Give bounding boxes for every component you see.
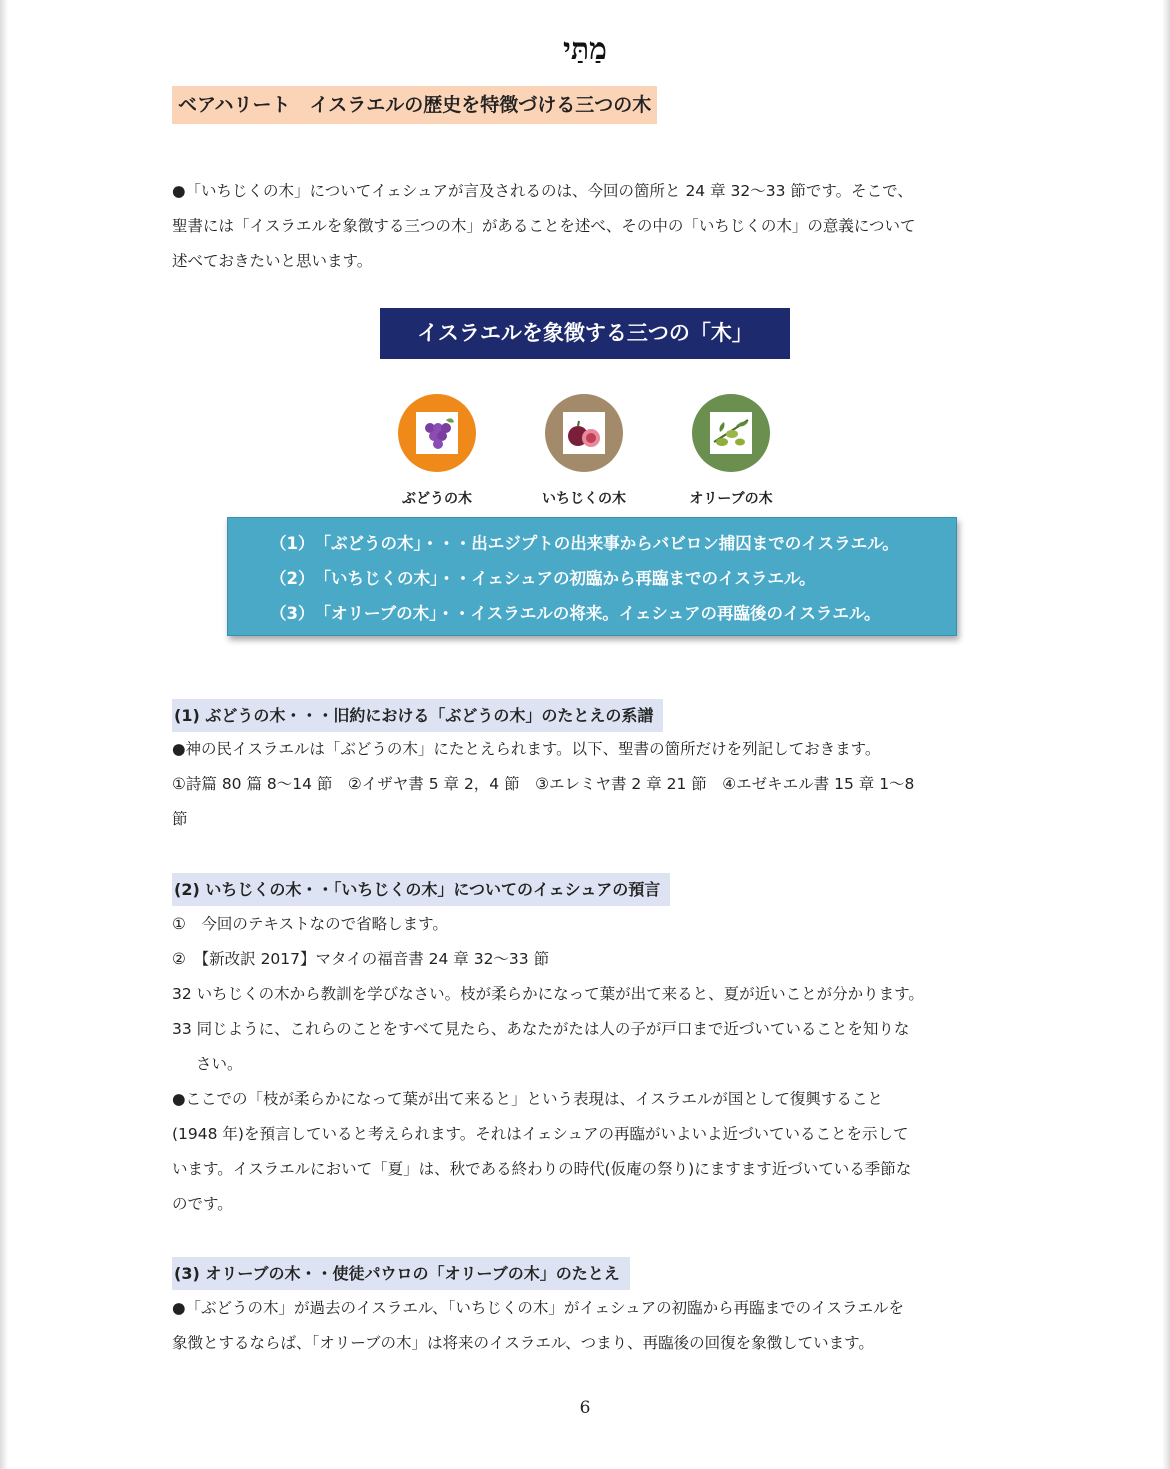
tree-fig <box>504 394 664 508</box>
section-heading: (1) ぶどうの木・・・旧約における「ぶどうの木」のたとえの系譜 <box>172 699 663 732</box>
body-line: ●神の民イスラエルは「ぶどうの木」にたとえられます。以下、聖書の箇所だけを列記しておきます。 <box>172 740 881 758</box>
three-trees-list <box>227 517 957 636</box>
section-heading: (2) いちじくの木・・「いちじくの木」についてのイェシュアの預言 <box>172 873 670 906</box>
body-line: さい。 <box>196 1055 243 1073</box>
tree-grape <box>357 394 517 508</box>
tree-label: いちじくの木 <box>542 491 626 507</box>
body-line: (1948 年)を預言していると考えられます。それはイェシュアの再臨がいよいよ近づいていることを示して <box>172 1125 909 1143</box>
body-line: のです。 <box>172 1195 233 1213</box>
body-line: 節 <box>172 810 188 828</box>
body-line: います。イスラエルにおいて「夏」は、秋である終わりの時代(仮庵の祭り)にますます近づいている季節な <box>172 1160 912 1178</box>
body-line: 象徴とするならば、「オリーブの木」は将来のイスラエル、つまり、再臨後の回復を象徴しています。 <box>172 1334 874 1352</box>
tree-label: ぶどうの木 <box>402 491 472 507</box>
list-item: （1） 「ぶどうの木」・・・出エジプトの出来事からバビロン捕囚までのイスラエル。 <box>270 534 899 553</box>
body-line: 32 いちじくの木から教訓を学びなさい。枝が柔らかになって葉が出て来ると、夏が近いことが分かります。 <box>172 985 924 1003</box>
body-line: 33 同じように、これらのことをすべて見たら、あなたがたは人の子が戸口まで近づいていることを知りな <box>172 1020 910 1038</box>
body-line: ①詩篇 80 篇 8～14 節 ②イザヤ書 5 章 2，4 節 ③エレミヤ書 2 章 21 節 ④エゼキエル書 15 章 1～8 <box>172 775 915 793</box>
page-header-title: מַתַּי <box>563 32 607 67</box>
fig-icon <box>545 394 623 472</box>
list-item: （2） 「いちじくの木」・・イェシュアの初臨から再臨までのイスラエル。 <box>270 569 816 588</box>
tree-label: オリーブの木 <box>689 491 773 507</box>
page-edge-right <box>1162 0 1170 1469</box>
tree-olive <box>651 394 811 508</box>
diagram-banner: イスラエルを象徴する三つの「木」 <box>380 308 790 359</box>
intro-line: 述べておきたいと思います。 <box>172 252 373 270</box>
body-line: ② 【新改訳 2017】マタイの福音書 24 章 32～33 節 <box>172 950 550 968</box>
list-item: （3） 「オリーブの木」・・イスラエルの将来。イェシュアの再臨後のイスラエル。 <box>270 604 881 623</box>
body-line: ●ここでの「枝が柔らかになって葉が出て来ると」という表現は、イスラエルが国として復興すること <box>172 1090 883 1108</box>
body-line: ●「ぶどうの木」が過去のイスラエル、「いちじくの木」がイェシュアの初臨から再臨までのイスラエルを <box>172 1299 905 1317</box>
section-heading: (3) オリーブの木・・使徒パウロの「オリーブの木」のたとえ <box>172 1257 630 1290</box>
intro-line: ●「いちじくの木」についてイェシュアが言及されるのは、今回の箇所と 24 章 32～33 節です。そこで、 <box>172 182 913 200</box>
olive-icon <box>692 394 770 472</box>
page-edge-left <box>0 0 8 1469</box>
body-line: ① 今回のテキストなので省略します。 <box>172 915 448 933</box>
section-main-title: ベアハリート イスラエルの歴史を特徴づける三つの木 <box>172 86 657 124</box>
intro-line: 聖書には「イスラエルを象徴する三つの木」があることを述べ、その中の「いちじくの木」の意義について <box>172 217 916 235</box>
grape-icon <box>398 394 476 472</box>
page-number: 6 <box>579 1398 591 1418</box>
